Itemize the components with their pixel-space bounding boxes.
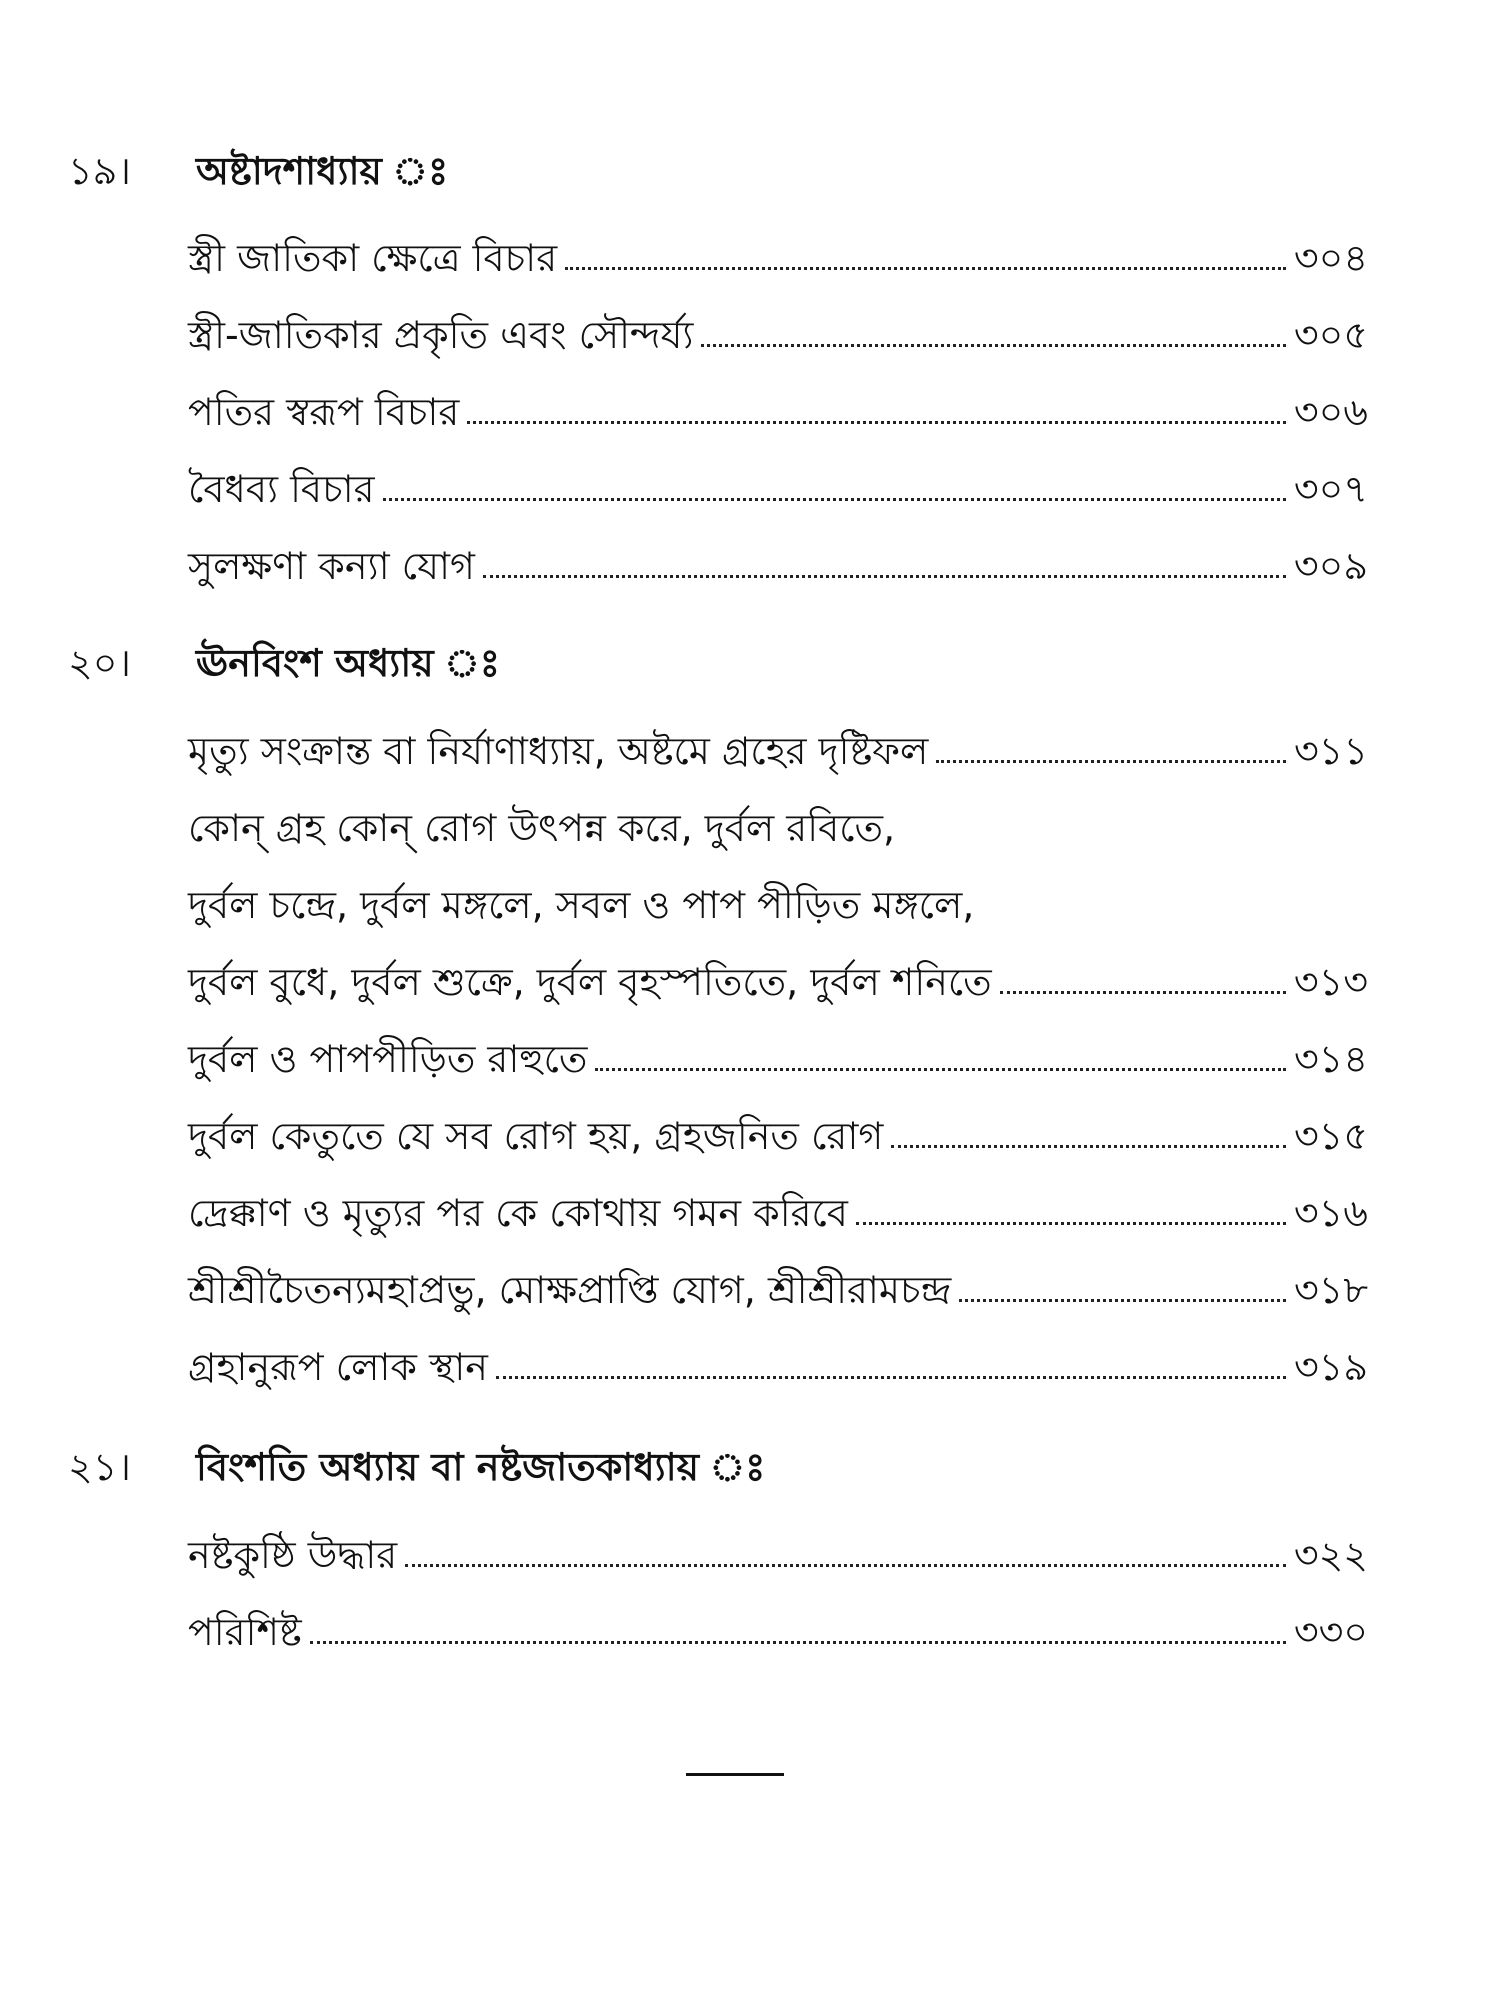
- toc-entry-text: গ্রহানুরূপ লোক স্থান: [188, 1345, 488, 1390]
- toc-entry: [188, 1321, 1368, 1391]
- leader-dots: [891, 1145, 1286, 1148]
- toc-entry: [188, 1090, 1368, 1160]
- toc-entry-page: ৩১১: [1293, 729, 1368, 774]
- leader-dots: [856, 1222, 1286, 1225]
- leader-dots: [565, 267, 1286, 270]
- leader-dots: [936, 760, 1286, 763]
- toc-entry-page: ৩১৫: [1293, 1114, 1368, 1159]
- toc-entry: [188, 1013, 1368, 1083]
- toc-entry-page: ৩১৩: [1293, 960, 1368, 1005]
- toc-entry-page: ৩৩০: [1293, 1610, 1368, 1655]
- toc-entry-text: দুর্বল ও পাপপীড়িত রাহুতে: [188, 1037, 588, 1082]
- section-number: ২০।: [68, 641, 132, 685]
- toc-entry-text: দ্রেক্কাণ ও মৃত্যুর পর কে কোথায় গমন করিবে: [188, 1191, 848, 1236]
- toc-entry: [188, 782, 1368, 852]
- section-heading: [68, 139, 1368, 209]
- leader-dots: [701, 344, 1286, 347]
- toc-entry-text: মৃত্যু সংক্রান্ত বা নির্যাণাধ্যায়, অষ্টমে গ্রহের দৃষ্টিফল: [188, 729, 929, 774]
- toc-entry-text: শ্রীশ্রীচৈতন্যমহাপ্রভু, মোক্ষপ্রাপ্তি যোগ, শ্রীশ্রীরামচন্দ্র: [188, 1268, 952, 1313]
- toc-entry-text: পরিশিষ্ট: [188, 1610, 302, 1655]
- toc-entry-text: কোন্ গ্রহ কোন্ রোগ উৎপন্ন করে, দুর্বল রবিতে,: [188, 806, 896, 851]
- leader-dots: [405, 1564, 1286, 1567]
- section-heading: [68, 631, 1368, 701]
- toc-entry: [188, 443, 1368, 513]
- toc-entry: [188, 936, 1368, 1006]
- toc-entry: [188, 705, 1368, 775]
- toc-entry-page: ৩১৯: [1293, 1345, 1368, 1390]
- toc-entry: [188, 212, 1368, 282]
- leader-dots: [467, 421, 1286, 424]
- toc-entry-text: নষ্টকুষ্ঠি উদ্ধার: [188, 1533, 398, 1578]
- section-title: ঊনবিংশ অধ্যায় ঃ: [196, 641, 501, 685]
- toc-entry-text: স্ত্রী-জাতিকার প্রকৃতি এবং সৌন্দর্য্য: [188, 313, 694, 358]
- toc-entry-page: ৩০৫: [1293, 313, 1368, 358]
- toc-entry-text: বৈধব্য বিচার: [188, 467, 375, 512]
- toc-entry: [188, 1244, 1368, 1314]
- leader-dots: [310, 1641, 1286, 1644]
- toc-entry: [188, 366, 1368, 436]
- end-rule: [686, 1773, 784, 1776]
- toc-entry-text: স্ত্রী জাতিকা ক্ষেত্রে বিচার: [188, 236, 558, 281]
- section-number: ১৯।: [68, 149, 131, 193]
- toc-entry: [188, 1509, 1368, 1579]
- section-title: অষ্টাদশাধ্যায় ঃ: [196, 149, 449, 193]
- toc-entry-text: দুর্বল বুধে, দুর্বল শুক্রে, দুর্বল বৃহস্পতিতে, দুর্বল শনিতে: [188, 960, 992, 1005]
- leader-dots: [595, 1068, 1286, 1071]
- leader-dots: [959, 1299, 1286, 1302]
- toc-entry-page: ৩২২: [1293, 1533, 1368, 1578]
- toc-entry-page: ৩০৪: [1293, 236, 1368, 281]
- toc-entry-text: দুর্বল কেতুতে যে সব রোগ হয়, গ্রহজনিত রোগ: [188, 1114, 884, 1159]
- toc-entry-page: ৩১৮: [1293, 1268, 1368, 1313]
- toc-entry: [188, 1586, 1368, 1656]
- toc-entry-page: ৩১৬: [1293, 1191, 1368, 1236]
- toc-entry-page: ৩০৯: [1293, 544, 1368, 589]
- toc-entry-page: ৩১৪: [1293, 1037, 1368, 1082]
- toc-entry-page: ৩০৭: [1293, 467, 1368, 512]
- toc-entry-page: ৩০৬: [1293, 390, 1368, 435]
- leader-dots: [483, 575, 1286, 578]
- toc-entry-text: পতির স্বরূপ বিচার: [188, 390, 460, 435]
- leader-dots: [1000, 991, 1286, 994]
- toc-entry: [188, 859, 1368, 929]
- leader-dots: [496, 1376, 1286, 1379]
- section-title: বিংশতি অধ্যায় বা নষ্টজাতকাধ্যায় ঃ: [196, 1445, 766, 1489]
- toc-entry-text: সুলক্ষণা কন্যা যোগ: [188, 544, 475, 589]
- toc-entry: [188, 289, 1368, 359]
- section-number: ২১।: [68, 1445, 131, 1489]
- toc-entry: [188, 1167, 1368, 1237]
- section-heading: [68, 1435, 1368, 1505]
- toc-entry: [188, 520, 1368, 590]
- leader-dots: [383, 498, 1286, 501]
- toc-entry-text: দুর্বল চন্দ্রে, দুর্বল মঙ্গলে, সবল ও পাপ পীড়িত মঙ্গলে,: [188, 883, 975, 928]
